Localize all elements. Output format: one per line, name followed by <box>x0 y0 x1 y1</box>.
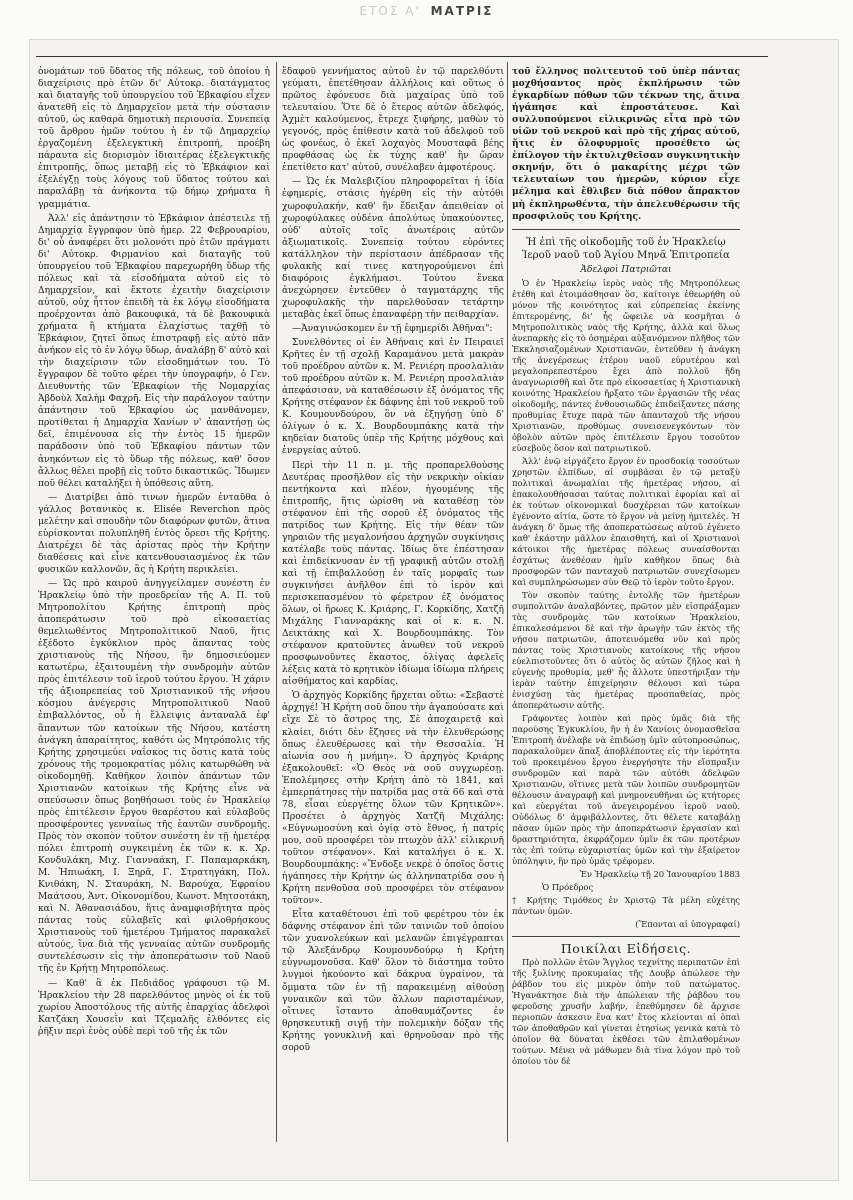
signature: † Κρήτης Τιμόθεος ἐν Χριστῷ Τὰ μέλη εὐχέτης πάντων ὑμῶν. <box>512 894 740 916</box>
signature-note: (Ἕπονται αἱ ὑπογραφαί) <box>635 918 740 929</box>
col1-paragraph: — Ὡς πρὸ καιροῦ ἀνηγγείλαμεν συνέστη ἐν Ἡρακλείῳ ὑπὸ τὴν προεδρείαν τῆς Α. Π. τοῦ Μητροπολίτου Κρήτης ἐπιτροπὴ πρὸς ἀποπεράτωσιν τοῦ πρὸ εἰκοσαετίας θεμελιωθέντος Μητροπολιτικοῦ Ναοῦ, ἥτις ἐξέδοτο ἐγκύκλιον πρὸς ἅπαντας τοὺς χριστιανοὺς τῆς Νήσου, ἣν δημοσιεύομεν κατωτέρω, ἐξαιτουμένη τὴν συνδρομὴν αὐτῶν πρὸς ἐπιτέλεσιν τοῦ ἱεροῦ τούτου ἔργου. Ἡ χάριν τῆς ἀξιοπρεπείας τοῦ Χριστιανικοῦ τῆς νήσου κόσμου ἀνέγερσις Μητροπολιτικοῦ Ναοῦ ἐπιβαλλόντος, οὗ ἡ ἔλλειψις ἀνταναλᾶ ἐφ' ἅπαντων τῶν κατοίκων τῆς Νήσου, κατέστη ἀνάγκη ἀπαραίτητος, καθότι ὡς Μητρόπολις τῆς Κρήτης χρησιμεύει ναΐσκος τις ὅστις κατὰ τοὺς χρόνους τῆς τρομοκρατίας μόλις κατωρθώθη νὰ οἰκοδομηθῇ. Καθῆκον λοιπὸν ἁπάντων τῶν Χριστιανῶν κατοίκων τῆς Κρήτης εἶνε νὰ σπεύσωσιν ὅπως βοηθήσωσι τοὺς ἐν Ἡρακλείῳ πρὸς ἐπιτέλεσιν ἔργου θεαρέστου καὶ εὐλαβοῦς προσφέροντες γενναίως τῆς ἑαυτῶν συνδρομῆς. Πρὸς τὸν σκοπὸν τοῦτον συνέστη ἐν τῇ ἡμετέρᾳ πόλει ἐπιτροπὴ συγκειμένη ἐκ τῶν κ. κ. Χρ. Κονδυλάκη, Μιχ. Γιανναάκη, Γ. Παπαμαρκάκη, Μ. Ἡπιωάκη, Ι. Ξηρᾶ, Γ. Στρατηγάκη, Πολ. Κνιθάκη, Ν. Σταυράκη, Ν. Βαρούχα, Ἐφραίου Μαάτσου, Ἀντ. Οἰκονομίδου, Κωνστ. Μητσοτάκη, καὶ Ν. Ἀθανασιάδου, ἥτις ἀναμφισβήτητα πρὸς πάντας τοὺς εὐλαβεῖς καὶ φιλοθρήσκους Χριστιανοὺς τοῦ ἡμετέρου Τμήματος παρακαλεῖ αὐτούς, ἵνα διὰ τῆς γενναίας αὐτῶν συνδρομῆς συντελέσωσιν εἰς τὴν ἀποπεράτωσιν τοῦ Ναοῦ τῆς ἐν Κρήτῃ Μητροπόλεως. <box>38 578 270 975</box>
section-subheading: Ἀδελφοὶ Πατριῶται <box>580 264 672 275</box>
appeal-paragraph: Ὁ ἐν Ἡρακλείῳ ἱερὸς ναὸς τῆς Μητροπόλεως ἐτέθη καὶ ἐτοιμάσθησαν ὅσ, καίτοιγε ἐθεωρήθη οὐ μόνον τῆς κοινότητος καὶ εὐπρεπείας ἐκείνης ἐπιτερομένης, δι' ἧς ὤφειλε νὰ κοσμῆται ὁ Μητροπολιτικὸς ναὸς τῆς Κρήτης, ἀλλὰ καὶ ὅλως ἀνεπαρκὴς εἰς τὸ ὁσημέραι αὐξανόμενον πλῆθος τῶν Ἐκκλησιαζομένων Χριστιανῶν, ἐντεῦθεν ἡ ἀνάγκη τῆς ἀνεγέρσεως ἑτέρου ναοῦ εὐρυτέρου καὶ μεγαλοπρεπεστέρου ἔχει ἀπὸ πολλοῦ ἤδη ἀναγνωρισθῆ καὶ ὅτε πρὸ εἰκοσαετίας ἡ Χριστιανικὴ κοινότης Ἡρακλείου ἤρξατο τῶν ἐργασιῶν τῆς νέας οἰκοδομῆς, πάντες ἐνθουσιωδῶς ἐπιδείξαντες πάσης προθυμίας ἔτυχε παρὰ τῶν ἁπανταχοῦ τῆς νήσου Χριστιανῶν, προθύμως συνεισενεγκόντων τὸν ὀβολὸν αὐτῶν πρὸς ἐπιτέλεσιν ἔργου τοσοῦτον εὐσεβοῦς ὅσον καὶ πατριωτικοῦ. <box>512 277 740 453</box>
dateline: Ἐν Ἡρακλείῳ τῇ 20 Ἰανουαρίου 1883 <box>579 868 740 879</box>
col2-paragraph: —Ἀναγινώσκομεν ἐν τῇ ἐφημερίδι Ἀθῆναι": <box>292 323 493 334</box>
col2-paragraph: Ὁ ἀρχηγὸς Κορκίδης ἤρχεται οὕτω: «Σεβαστὲ ἀρχηγέ! Ἡ Κρήτη σοῦ ὅπου τὴν ἀγαπούσατε καὶ εἴχε Σὲ τὸ ἄστρος της, Σὲ ἀποχαιρετᾷ καὶ κλαίει, διότι δὲν ἔζησες νὰ τὴν ἐλευθερώσῃς ὅπως ἐλευθέρωσες καὶ τὴν Θεσσαλία. Ἡ αἰωνία σου ἡ μνήμη». Ὁ ἀρχηγὸς Κριάρης ἐξακολουθεῖ: «Ὁ Θεὸς νὰ σοῦ συγχωρέσῃ. Ἐπολέμησες στὴν Κρήτη ἀπὸ τὸ 1841, καὶ ἐμπερπάτησες τὴν πατρίδα μας στὰ 66 καὶ στὰ 78, εἶσαι εὐεργέτης ὅλων τῶν Κρητικῶν». Προσέτει ὁ ἀρχηγὸς Χατζῆ Μιχάλης: «Εὐγνωμοσύνη καὶ ὀγίᾳ στὸ ἔθνος, ἡ πατρίς μου, σοῦ προσφέρει τὸν πτωχὸν ἀλλ' εἰλικρινῆ τοῦτον στέφανον». Καὶ καταλήγει ὁ κ. Χ. Βουρδουμπάκης: «Ἔνδοξε νεκρὲ ὁ ὁποῖος ὅστις ἠγάπησες τὴν Κρήτην ὡς ἀλληνπατρίδα σου ἡ Κρήτη πενθοῦσα σοῦ προσφέρει τὸν στέφανον τοῦτον». <box>282 691 504 907</box>
col1-paragraph: — Καθ' ἃ ἐκ Πεδιάδος γράφουσι τῷ Μ. Ἡρακλείου τὴν 28 παρελθόντος μηνὸς οἱ ἐκ τοῦ χωρίου Ἀποστόλους τῆς αὐτῆς ἐπαρχίας ἀδελφοὶ Κατζάκη Χουσεῒν καὶ Τζεμαλῆς ἐλθόντες εἰς ῥῆξιν περὶ ἑνὸς οὐδὲ περὶ τοῦ τῆς ἐκ τῶν <box>38 978 270 1037</box>
col1-paragraph: — Διατρίβει ἀπὸ τινων ἡμερῶν ἐνταῦθα ὁ γάλλος βοτανικὸς κ. Elisée Reverchon πρὸς μελέτην καὶ σπουδὴν τῶν διαφόρων φυτῶν, ἅτινα εὑρίσκονται πολυπληθῆ ἐντὸς ὄρεσι τῆς Κρήτης. Διατρέχει δὲ τὰς ἀρίστας πρὸς τὴν Κρήτην διαθέσεις καὶ εἶνε κατενθουσιασμένος ἐκ τῶν φυσικῶν καλλονῶν, ἃς ἡ Κρήτη περικλείει. <box>38 492 270 575</box>
col2-paragraph: Εἶτα καταθέτουσι ἐπὶ τοῦ φερέτρου τὸν ἐκ δάφνης στέφανον ἐπὶ τῶν ταινιῶν τοῦ ὁποίου τῶν χυανολεύκων καὶ μελανῶν ἐπιγέγραπται τῷ Ἀλεξάνδρῳ Κουμουνδούρῳ ἡ Κρήτη εὐγνωμονοῦσα. Καθ' ὅλον τὸ διάστημα τοῦτο λυγμοὶ ἠκούοντο καὶ δάκρυα ὑγραίνον, τὰ ὄμματα τῶν ἐν τῇ παρακειμένῃ αἰθούσῃ γυναικῶν καὶ τῶν ἄλλων παρισταμένων, οἵτινες ἵσταντο ἀποθαυμάζοντες ἐν θρησκευτικῇ σιγῇ τὴν πολεμικὴν δόξαν τῆς Κρήτης γονυκλινῆ καὶ θρηνοῦσαν πρὸ τῆς σοροῦ <box>282 910 504 1053</box>
col1-paragraph: Ἀλλ' εἰς ἀπάντησιν τὸ Ἐβκάφιον ἀπέστειλε τῇ Δημαρχίᾳ ἔγγραφον ὑπὸ ἡμερ. 22 Φεβρουαρίου, δι' οὗ ἀναφέρει ὅτι μολονότι πρὸ ἐτῶν πράγματι δι' Αὐτοκρ. Φιρμανίου καὶ διαταγῆς τοῦ ὑπουργείου τοῦ Ἐβκαφίου παρεχωρήθη ὕδωρ τῆς πόλεως καὶ τὰ εἰσοδήματα αὐτοῦ εἰς τὸ Δημαρχεῖον, καὶ ἔκτοτε ἐχειτὴν διαχείρισιν αὐτοῦ, οὐχ ἧττον ἐπειδὴ τὰ ἐκ λόγῳ εἰσοδήματα προέρχονται ἀπὸ βακουφικά, τὰ δὲ βακουφικὰ χρήματα ἢ κτήματα ἐλαχίστως ταχθῇ τὸ Ἐβκάφιον, ζητεῖ ὅπως ἐπιστραφῇ εἰς αὐτὸ πᾶν ἀνήκον εἰς τὸ ἐν λόγῳ ὕδωρ, ἀναλάβῃ δ' αὐτὸ καὶ τὴν διαχείρισιν τῶν εἰσοδημάτων του. Τὸ ἔγγραφον δὲ τοῦτο φέρει τὴν ὑπογραφήν, ὁ Γεν. Διευθυντὴς τῶν Ἐβκαφίων τῆς Νομαρχίας Ἀβδοὺλ Χαλὴμ Φαχρῆ. Εἰς τὴν παράλογον ταύτην ἀπάντησιν τοῦ Ἐβκαφίου ὡς μανθάνομεν, προτίθεται ἡ Δημαρχία Χανίων ν' ἀπαντήσῃ ὡς δεῖ, ἐπιμένουσα εἰς τὴν ἐντὸς 15 ἡμερῶν παράδοσιν ὑπὸ τοῦ Ἐβκαφίου πάντων τῶν ἀνηκόντων εἰς τὸ ὕδωρ τῆς πόλεως, καθ' ὅσον ἄλλως θέλει προβῇ εἰς τοῦτο δικαστικῶς. Ἴδωμεν ποῦ θέλει καταλήξει ἡ ὑπόθεσις αὕτη. <box>38 213 270 489</box>
column-1 <box>38 66 270 1151</box>
column-3 <box>512 66 740 1156</box>
news-title: Ποικίλαι Εἰδήσεις. <box>560 940 692 956</box>
col2-paragraph: ἔδαφοῦ γεννήματος αὐτοῦ ἐν τῷ παρελθόντι γεύματι, ἐπετέθησαν ἀλλήλοις καὶ οὕτως ὁ πρῶτος ἐφόνευσε διὰ μαχαίρας ὑπὸ τοῦ τελευταίου. Ὅτε δὲ ὁ ἕτερος αὐτῶν ἀδελφός, Ἀχμὲτ καλούμενος, ἔτρεχε ξιφήρης, μαθὼν τὸ γεγονός, πρὸς ἐπίθεσιν κατὰ τοῦ ἀδελφοῦ τοῦ ὡς φονέως, ὁ ἐκεῖ λοχαγὸς Μουσταφᾶ βέης προφθάσας ὡς ἐκ τύχης καθ' ἣν ὥραν ἐπετίθετο κατ' αὐτοῦ, συνέλαβεν ἀμφοτέρους. <box>282 67 504 174</box>
appeal-paragraph: Γράφοντες λοιπὸν καὶ πρὸς ὑμᾶς διὰ τῆς παρούσης Ἐγκυκλίου, ἣν ἡ ἐν Χανίοις ὀνομασθεῖσα Ἐπιτροπὴ ἀνέλαβε νὰ ἐπιδώσῃ ὑμῖν αὐτοπροσώπως, παρακαλοῦμεν ἅπαξ ἀποβλέποντες εἰς τὴν ἱερότητα τοῦ προκειμένου ἔργου ἐνεργήσητε τὴν εἴσπραξιν συνδρομῶν καὶ παρὰ τῶν αὐτόθι ἀδελφῶν Χριστιανῶν, οἵτινες μετὰ τῶν λοιπῶν συνδρομητῶν θέλουσιν ἀναγραφῇ καὶ μνημονευθῆναι ὡς κτήτορες καὶ εὐεργέται τοῦ ἀνεγειρομένου ἱεροῦ ναοῦ. Οὐδόλως δ' ἀμφιβάλλοντες, ὅτι θέλετε καταβάλῃ πᾶσαν ὑμῶν πρὸς τὴν ἀποπεράτωσιν ἐργασίαν καὶ δραστηριότητα, ἐκφράζομεν ὑμῖν ἐκ τῶν προτέρων τὰς ἐπὶ τούτῳ εὐχαριστίας ὑμῶν καὶ τὴν ἐξαίρετον ὑπόληψιν, ἣν πρὸ ὑμᾶς τρέφομεν. <box>512 712 740 866</box>
masthead <box>0 4 853 18</box>
col3-intro: τοῦ ἔλληνος πολιτευτοῦ τοῦ ὑπὲρ πάντας μοχθήσαντος πρὸς ἐκπλήρωσιν τῶν ἐγκαρδίων πόθων τῶν τέκνων της, ἅτινα ἠγάπησε καὶ ἐπροστάτευσε. Καὶ συλλυπούμενοι εἰλικρινῶς εἶτα πρὸ τῶν υἱῶν τοῦ νεκροῦ καὶ πρὸ τῆς χήρας αὐτοῦ, ἥτις ἐν ὀλοφυρμοῖς προσέθετο ὡς ἐπίλογον τὴν ἐκτυλιχθεῖσαν συγκινητικὴν σκηνήν, ὅτι ὁ μακαρίτης μέχρι τῶν τελευταίων του ἡμερῶν, κύριον εἶχε μέλημα καὶ ἔθλιβεν διὰ πόθον ἄπρακτον μὴ ἐκπληρωθέντα, τὴν ἀπελευθέρωσιν τῆς προσφιλοῦς του Κρήτης. <box>512 66 740 222</box>
news-divider <box>512 936 740 937</box>
appeal-paragraph: Τὸν σκοπὸν ταύτης ἐντολῆς τῶν ἡμετέρων συμπολιτῶν ἀναλαβόντες, πρῶτον μὲν εἰσπράξαμεν τὰς συνδρομὰς τῶν κατοίκων Ἡρακλείου, ἐπικαλεσάμενοι δὲ καὶ τὴν ἀρωγὴν τῶν ἐκτὸς τῆς νήσου πατριωτῶν, ἀποτεινόμεθα νῦν καὶ πρὸς πάντας τοὺς Χριστιανοὺς κατοίκους τῆς νήσου εὐελπιστοῦντες ὅτι ὁ αὐτὸς ὅς αὐτῶν ζῆλος καὶ ἡ εὐγενὴς προθυμία, μεθ' ἧς ἄλλοτε ὑπεστήριξαν τὴν ἱερὰν ταύτην ἐπιχείρησιν θέλουσι καὶ τώρα ἐνισχύσῃ τὰς ἡμετέρας προσπαθείας, πρὸς ἀποπεράτωσιν αὐτῆς. <box>512 589 740 710</box>
masthead-title: ΜΑΤΡΙΣ <box>430 4 494 18</box>
col2-paragraph: — Ὡς ἐκ Μαλεβιζίου πληροφορεῖται ἡ ἰδία ἐφημερίς, στάσις ἠγέρθη εἰς τὴν αὐτόθι χωροφυλακήν, καθ' ἣν ἔδειξαν ἀπειθείαν οἱ χωροφύλακες οὐδένα ἀπολύτως ὑπακούοντες, οὐδ' αὐτοῖς τοῖς ἀνωτέροις αὐτῶν ἀξιωματικοῖς. Συνεπείᾳ τούτου εὑρόντες κατάλληλον τὴν περίστασιν ἀπέδρασαν τῆς φυλακῆς καί τινες κατηγορούμενοι ἐπὶ διαφόροις ἐγκλήμασι. Τούτου ἕνεκα ἀνεχώρησεν ἐντεῦθεν ὁ ταγματάρχης τῆς χωροφυλακῆς τὴν παρελθοῦσαν τετάρτην μεταβὰς ἐκεῖ ὅπως ἐπαναφέρῃ τὴν πειθαρχίαν. <box>282 177 504 320</box>
col2-paragraph: Συνελθόντες οἱ ἐν Ἀθήναις καὶ ἐν Πειραιεῖ Κρῆτες ἐν τῇ σχολῇ Καραμάνου μετὰ μακρὰν τοῦ προέδρου αὐτῶν κ. Μ. Ρενιέρη προσλαλιὰν τοῦ προέδρου αὐτῶν κ. Μ. Ρενιέρη προσλαλιὰν ἀπεφάσισαν, νὰ καταθέσωσιν ἐξ ὀνόματος τῆς Κρήτης στέφανον ἐκ δάφνης ἐπὶ τοῦ νεκροῦ τοῦ Κ. Κουμουνδούρου, ὃν νὰ ἐξηγήσῃ ὑπὸ δ' ὀλίγων ὁ κ. Χ. Βουρδουμπάκης κατὰ τὴν κηδείαν διατοῦς ὑπὲρ τῆς Κρήτης μόχθους καὶ ἐνεργείας αὐτοῦ. <box>282 338 504 457</box>
masthead-prefix: ΕΤΟΣ Α' <box>359 4 421 18</box>
col2-paragraph: Περὶ τὴν 11 π. μ. τῆς προπαρελθούσης Δευτέρας προσῆλθον εἰς τὴν νεκρικὴν οἰκίαν πεντήκοντα καὶ πλέον, ἡγουμένης τῆς ἐπιτροπῆς, ἥτις ὡρίσθη νὰ καταθέσῃ τὸν στέφανον ἐπὶ τῆς σοροῦ ἐξ ὀνόματος τῆς πατρίδος των Κρήτης. Εἰς τὴν θέαν τῶν γηραιῶν τῆς μεγαλονήσου ἀρχηγῶν συγκίνησις κατέλαβε τοὺς πάντας. Ἰδίως ὅτε ἐπέστησαν καὶ ἐπιδείκνυσαν ἐν τῇ γραφικῇ αὐτῶν στολῇ καὶ τῇ ἐπιβαλλούσῃ ἐν ταῖς μορφαῖς των συγκινήσει ἀνῆλθον ἐπὶ τὸ ἱερὸν καὶ περισκεπασμένον τὸ φέρετρον ἐξ ὀνόματος ὅλων, οἱ ἥρωες Κ. Κριάρης, Γ. Κορκίδης, Χατζῆ Μιχάλης Γιανναράκης καὶ οἱ κ. κ. Ν. Δεικτάκης καὶ Χ. Βουρδουμπάκης. Τὸν στέφανον κρατοῦντες ἀνωθεν τοῦ νεκροῦ προσφωνοῦντες ἕκαστος, ὀλίγας ἀφελεῖς λέξεις κατὰ τὸ κρητικὸν ἰδίωμα ἰδίωμα πλήρεις αἰσθήματος καὶ καρδίας. <box>282 460 504 688</box>
column-rule-2 <box>507 62 508 1142</box>
column-rule-1 <box>276 62 277 1142</box>
section-divider <box>512 229 740 230</box>
column-2 <box>282 66 504 1151</box>
appeal-paragraph: Ἀλλ' ἐνῷ εἰργάζετο ἔργον ἐν προσδοκίᾳ τοσούτων χρηστῶν ἐλπίδων, αἱ συμβᾶσαι ἐν τῷ μεταξὺ πολιτικαὶ ἀνωμαλίαι τῆς ἡμετέρας νήσου, αἱ ἐπακολουθήσασαι ταύτας πολιτικαὶ ἐφορίαι καὶ αἱ ἐκ τούτων οἰκονομικαὶ δυσχέρειαι τῶν κατοίκων ἐγένοντο αἰτία, ὥστε τὸ ἔργον νὰ μείνῃ ἡμιτελές. Ἡ ἀνάγκη δ' ὅμως τῆς ἀποπερατώσεως αὐτοῦ ἐγένετο καθ' ἑκάστην μᾶλλον ἐπαισθητή, καὶ οἱ Χριστιανοὶ κάτοικοι τῆς ἡμετέρας πόλεως συναίσθονται ἐσχάτως ἀνεθέσαν ἡμῖν καθῆκον ὅπως διὰ προσφορῶν τῶν πανταχοῦ πατριωτῶν συνεχίσωμεν καὶ συμπληρώσωμεν σὺν Θεῷ τὸ ἱερὸν τοῦτο ἔργον. <box>512 455 740 587</box>
section-heading: Ἡ ἐπὶ τῆς οἰκοδομῆς τοῦ ἐν Ἡρακλείῳ Ἱεροῦ ναοῦ τοῦ Ἁγίου Μηνᾶ Ἐπιτροπεία <box>522 236 730 261</box>
col1-paragraph: ὀνομάτων τοῦ ὕδατος τῆς πόλεως, τοῦ ὁποίου ἡ διαχείρισις πρὸ ἐτῶν δι' Αὐτοκρ. διατάγματος καὶ διαταγῆς τοῦ ὑπουργείου τοῦ Ἐβκαφίου εἶχεν ἀνατεθῆ εἰς τὸ Δημαρχεῖον μετὰ τὴν σύστασιν αὐτοῦ, ὡς καθαρὰ δημοτικὴ περιουσία. Συνεπείᾳ τοῦ ἄρθρου ἡμῶν τούτου ἡ ἐν τῷ Δημαρχείῳ ἐργαζομένη ἐξελεγκτικὴ ἐπιτροπή, προέβη πάραυτα εἰς διορισμὸν ἰδιαιτέρας ἐξελεγκτικῆς ἐπιτροπῆς, ὅπως μεταβῇ εἰς τὸ Ἐβκάφιον καὶ ἐξελέγξῃ τοὺς λόγους τοῦ ὕδατος τούτου καὶ παραλάβῃ τὰ ἀνήκοντα τῷ δήμῳ χρήματα ἢ γραμμάτια. <box>38 67 270 210</box>
signer-title: Ὁ Πρόεδρος <box>542 881 594 892</box>
news-paragraph: Πρὸ πολλῶν ἐτῶν Ἄγγλος τεχνίτης περιπατῶν ἐπὶ τῆς ξυλίνης προκυμαίας τῆς Δουβρ ἀπώλεσε τὴν ῥάβδον του εἰς μικρὸν ὀπὴν τοῦ πατώματος. Ἠγανάκτησε διὰ τὴν ἀπώλειαν τῆς ῥάβδου του φεροῦσης χρυσῆν λαβήν, ἐπεθύμησεν δὲ ἄρχισε περιοπῶν ἀσκεσιν ἕνα κατ' ἔτος κλείονται αἱ ὀπαὶ τῶν ἀποθαθρῶν καὶ γίνεται ἐτησίως γενικὰ κατὰ τὸ ὁποῖον θὰ δύναται ἐκθέσει τῶν ἐπιλαθομένων τούτων. Μένει νὰ μάθωμεν διὰ τίνα λόγον πρὸ τοῦ ὁποίου τὸν δὲ <box>512 956 740 1066</box>
top-rule <box>36 56 768 57</box>
